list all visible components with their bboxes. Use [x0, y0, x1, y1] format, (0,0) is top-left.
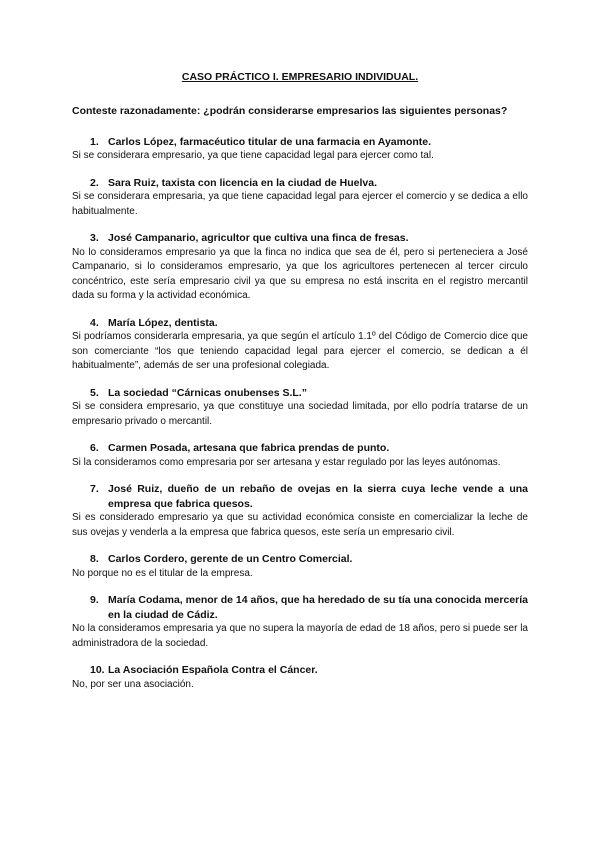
list-item	[72, 316, 528, 374]
question-number: 1.	[90, 135, 99, 148]
question-number: 7.	[90, 483, 99, 495]
question-number: 10.	[90, 664, 105, 676]
answer-text: No la consideramos empresaria ya que no supera la mayoría de edad de 18 años, pero si puede ser la administradora de la sociedad.	[72, 623, 528, 649]
question-number: 2.	[90, 176, 99, 189]
question-number: 9.	[90, 594, 99, 606]
question-number: 5.	[90, 386, 99, 399]
question	[72, 441, 528, 456]
answer-text: Si podríamos considerarla empresaria, ya que según el artículo 1.1º del Código de Comercio dice que son comerciante “los que teniendo capacidad legal para ejercer el comercio, se dedican a él habitualmente”, además de ser una profesional colegiada.	[72, 331, 528, 371]
list-item	[72, 663, 528, 692]
list-item	[72, 135, 528, 164]
question-number: 4.	[90, 316, 99, 329]
question-number: 8.	[90, 553, 99, 565]
question-text: Sara Ruiz, taxista con licencia en la ciudad de Huelva.	[108, 176, 378, 189]
list-item	[72, 231, 528, 304]
question-text: La sociedad “Cárnicas onubenses S.L.”	[108, 386, 307, 399]
answer-text: No porque no es el titular de la empresa.	[72, 567, 253, 579]
answer-text: No, por ser una asociación.	[72, 678, 194, 690]
intro-paragraph: Conteste razonadamente: ¿podrán considerarse empresarios las siguientes personas?	[72, 105, 508, 117]
list-item	[72, 593, 528, 651]
list-item	[72, 176, 528, 220]
question-text: José Ruiz, dueño de un rebaño de ovejas en la sierra cuya leche vende a una empresa que fabrica quesos.	[108, 483, 528, 510]
question-text: La Asociación Española Contra el Cáncer.	[108, 664, 318, 676]
list-item	[72, 482, 528, 540]
list-item	[72, 386, 528, 430]
question	[72, 552, 528, 567]
question	[72, 231, 528, 246]
answer-text: Si es considerado empresario ya que su actividad económica consiste en comercializar la leche de sus ovejas y venderla a la empresa que fabrica quesos, este sería un empresario civil.	[72, 512, 528, 538]
question-text: María Codama, menor de 14 años, que ha heredado de su tía una conocida mercería en la ciudad de Cádiz.	[108, 594, 528, 621]
question-number: 6.	[90, 442, 99, 454]
question	[72, 176, 528, 191]
question-text: Carlos Cordero, gerente de un Centro Comercial.	[108, 553, 353, 565]
question-text: María López, dentista.	[108, 316, 218, 329]
question-text: Carlos López, farmacéutico titular de una farmacia en Ayamonte.	[108, 135, 432, 148]
question	[72, 386, 528, 401]
list-item	[72, 552, 528, 581]
question	[72, 482, 528, 511]
answer-text: Si se considerara empresaria, ya que tiene capacidad legal para ejercer el comercio y se dedica a ello habitualmente.	[72, 191, 528, 217]
answer-text: Si se considera empresario, ya que constituye una sociedad limitada, por ello podría tratarse de un empresario privado o mercantil.	[72, 401, 528, 427]
question-text: José Campanario, agricultor que cultiva una finca de fresas.	[108, 232, 409, 244]
page-title: CASO PRÁCTICO I. EMPRESARIO INDIVIDUAL.	[181, 71, 419, 83]
answer-text: Si la consideramos como empresaria por ser artesana y estar regulado por las leyes autónomas.	[72, 456, 501, 468]
answer-text: Si se considerara empresario, ya que tiene capacidad legal para ejercer como tal.	[72, 150, 434, 161]
question	[72, 663, 528, 678]
list-item	[72, 441, 528, 470]
question-number: 3.	[90, 232, 99, 244]
question	[72, 593, 528, 622]
question-text: Carmen Posada, artesana que fabrica prendas de punto.	[108, 442, 390, 454]
question	[72, 316, 528, 331]
question	[72, 135, 528, 150]
answer-text: No lo consideramos empresario ya que la finca no indica que sea de él, pero si perteneciera a José Campanario, si lo consideramos empresario, ya que los agricultores pertenecen al tercer circulo concéntrico, este sería empresario civil ya que su empresa no está inscrita en el registro mercantil dada su forma y la actividad económica.	[72, 246, 528, 301]
